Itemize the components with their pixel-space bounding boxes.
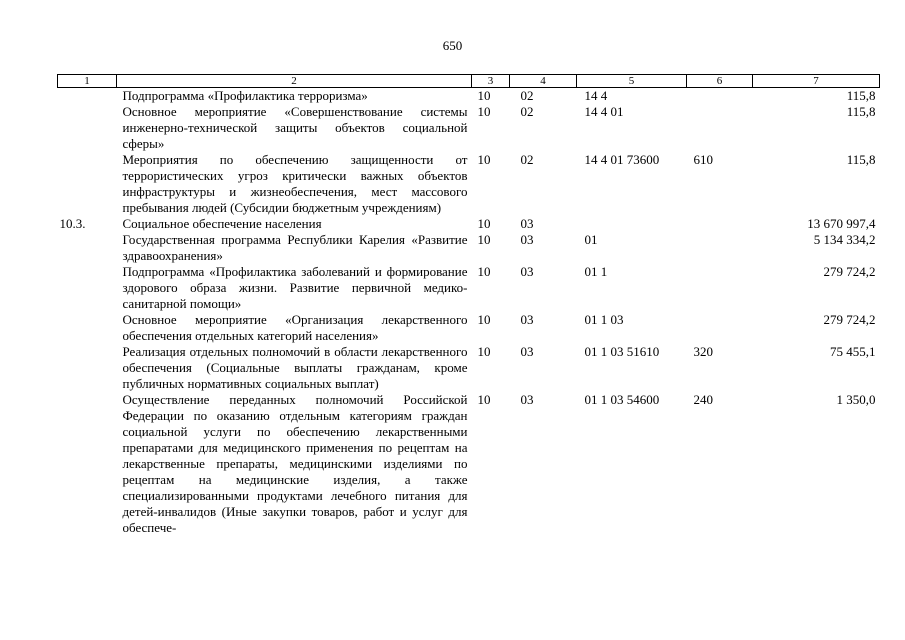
target-article-code — [577, 216, 687, 232]
subsection-code: 03 — [520, 344, 534, 359]
expense-type-code: 240 — [693, 392, 713, 407]
expense-type-code — [687, 264, 753, 312]
row-number — [58, 392, 117, 536]
column-header: 3 — [472, 75, 510, 88]
row-number — [58, 152, 117, 216]
expense-type-code — [687, 216, 753, 232]
table-row — [58, 88, 880, 105]
subsection-code: 02 — [520, 88, 534, 103]
target-article-code: 01 — [584, 232, 598, 247]
section-code: 10 — [477, 232, 491, 247]
subsection-code: 02 — [520, 104, 534, 119]
row-number — [58, 264, 117, 312]
table-row — [58, 264, 880, 312]
column-header: 2 — [117, 75, 472, 88]
expense-type-code — [687, 232, 753, 264]
amount: 279 724,2 — [823, 312, 876, 327]
row-number — [58, 88, 117, 105]
target-article-code: 01 1 03 — [584, 312, 624, 327]
row-number: 10.3. — [59, 216, 86, 231]
expense-type-code: 320 — [693, 344, 713, 359]
table-row — [58, 152, 880, 216]
column-header: 4 — [510, 75, 577, 88]
section-code: 10 — [477, 392, 491, 407]
row-name: Осуществление переданных полномочий Российской Федерации по оказанию отдельным категориям граждан социальной услуги по обеспечению лекарственными препаратами для медицинского применения по рецептам на лекарственные препараты, медицинскими изделиями по рецептам на медицинские изделия, а также специализированными продуктами лечебного питания для детей-инвалидов (Иные закупки товаров, работ и услуг для обеспече- — [122, 392, 468, 535]
row-number — [58, 104, 117, 152]
row-name: Государственная программа Республики Карелия «Развитие здравоохранения» — [122, 232, 468, 263]
target-article-code: 01 1 03 54600 — [584, 392, 660, 407]
subsection-code: 03 — [520, 264, 534, 279]
amount: 1 350,0 — [836, 392, 876, 407]
section-code: 10 — [477, 344, 491, 359]
expense-type-code — [687, 104, 753, 152]
budget-table — [57, 74, 880, 536]
section-code: 10 — [477, 104, 491, 119]
amount: 115,8 — [846, 88, 876, 103]
subsection-code: 03 — [520, 232, 534, 247]
expense-type-code — [687, 88, 753, 105]
row-name: Основное мероприятие «Совершенствование системы инженерно-технической защиты объектов социальной сферы» — [122, 104, 468, 151]
row-name: Мероприятия по обеспечению защищенности от террористических угроз критически важных объектов инфраструктуры и жизнеобеспечения, мест массового пребывания людей (Субсидии бюджетным учреждениям) — [122, 152, 468, 215]
row-number — [58, 344, 117, 392]
target-article-code: 14 4 — [584, 88, 608, 103]
target-article-code: 14 4 01 — [584, 104, 624, 119]
row-number — [58, 312, 117, 344]
row-name: Социальное обеспечение населения — [122, 216, 322, 231]
amount: 5 134 334,2 — [813, 232, 876, 247]
section-code: 10 — [477, 312, 491, 327]
row-number — [58, 232, 117, 264]
target-article-code: 01 1 03 51610 — [584, 344, 660, 359]
section-code: 10 — [477, 264, 491, 279]
page-number: 650 — [442, 38, 463, 53]
row-name: Реализация отдельных полномочий в области лекарственного обеспечения (Социальные выплаты гражданам, кроме публичных нормативных социальных выплат) — [122, 344, 468, 391]
row-name: Основное мероприятие «Организация лекарственного обеспечения отдельных категорий населения» — [122, 312, 468, 343]
column-header: 5 — [577, 75, 687, 88]
table-row — [58, 392, 880, 536]
amount: 75 455,1 — [830, 344, 876, 359]
amount: 115,8 — [846, 104, 876, 119]
subsection-code: 02 — [520, 152, 534, 167]
row-name: Подпрограмма «Профилактика заболеваний и формирование здорового образа жизни. Развитие первичной медико-санитарной помощи» — [122, 264, 468, 311]
amount: 13 670 997,4 — [807, 216, 876, 231]
column-header: 6 — [687, 75, 753, 88]
table-row — [58, 344, 880, 392]
subsection-code: 03 — [520, 216, 534, 231]
section-code: 10 — [477, 152, 491, 167]
expense-type-code: 610 — [693, 152, 713, 167]
section-code: 10 — [477, 88, 491, 103]
subsection-code: 03 — [520, 312, 534, 327]
column-number-header — [58, 75, 880, 88]
section-code: 10 — [477, 216, 491, 231]
column-header: 1 — [58, 75, 117, 88]
expense-type-code — [687, 312, 753, 344]
target-article-code: 01 1 — [584, 264, 608, 279]
target-article-code: 14 4 01 73600 — [584, 152, 660, 167]
table-row — [58, 232, 880, 264]
column-header: 7 — [753, 75, 880, 88]
amount: 115,8 — [846, 152, 876, 167]
table-row — [58, 216, 880, 232]
amount: 279 724,2 — [823, 264, 876, 279]
table-row — [58, 312, 880, 344]
row-name: Подпрограмма «Профилактика терроризма» — [122, 88, 368, 103]
table-row — [58, 104, 880, 152]
subsection-code: 03 — [520, 392, 534, 407]
